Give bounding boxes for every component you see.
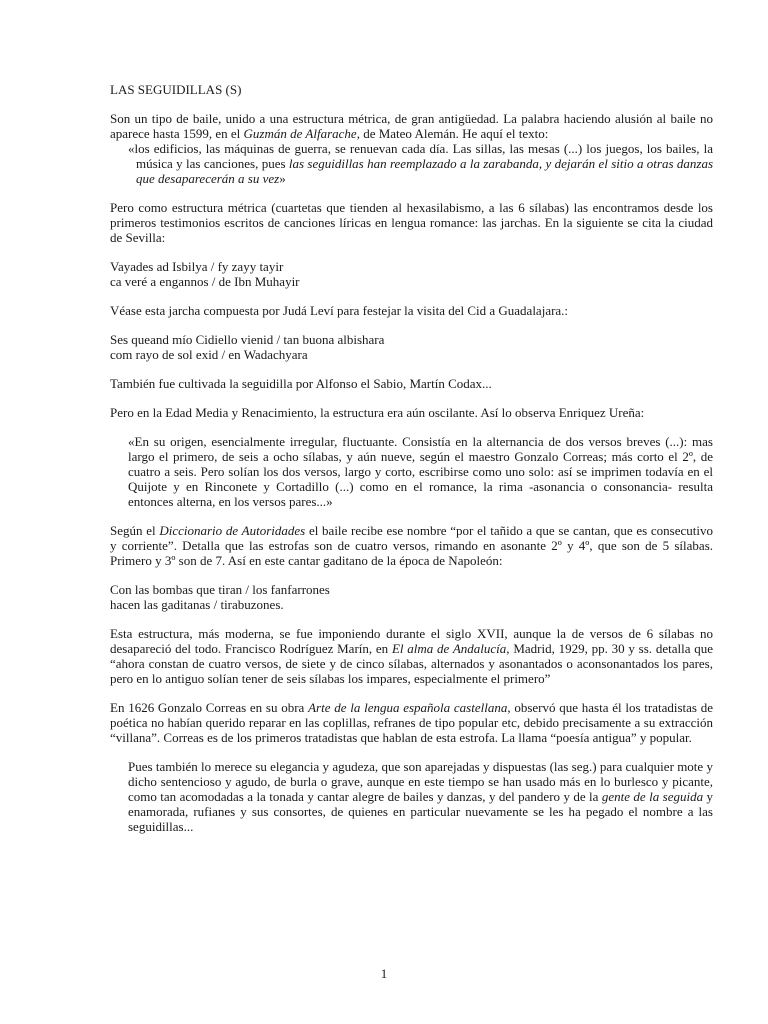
text-run: y enamorada, rufianes y sus consortes, de quienes en particular nuevamente se les ha pegado el nombre a las seguidillas... xyxy=(128,789,714,834)
quote-urena: «En su origen, esencialmente irregular, fluctuante. Consistía en la alternancia de dos versos breves (...): mas largo el primero, de seis a ocho sílabas, y aún nueve, según el maestro Gonzalo Correas; más corto el 2º, de cuatro a seis. Pero solían los dos versos, largo y corto, escribirse como uno solo: así se imprimen todavía en el Quijote y en Rinconete y Cortadillo (...) como en el romance, la rima -asonancia o consonancia- resulta entonces alterna, en los versos pares...» xyxy=(128,434,713,509)
verse-line: ca veré a engannos / de Ibn Muhayir xyxy=(110,274,300,289)
text-run: Según el xyxy=(110,523,160,538)
text-run: el baile recibe ese nombre “por el tañido a que se cantan, que es consecutivo y corriente”. Detalla que las estrofas son de cuatro versos, rimando en asonante 2º y 4º, que son de 5 sílabas. Primero y 3º son de 7. Así en este cantar gaditano de la época de Napoleón: xyxy=(110,523,714,568)
book-title-arte-lengua: Arte de la lengua española castellana xyxy=(308,700,508,715)
verse-line: Vayades ad Isbilya / fy zayy tayir xyxy=(110,259,284,274)
text-run: » xyxy=(279,171,286,186)
verse-line: Ses queand mío Cidiello vienid / tan buona albishara xyxy=(110,332,385,347)
document-page xyxy=(110,82,713,834)
quote-emphasis: las seguidillas han reemplazado a la zarabanda, y dejarán el sitio a otras danzas que desaparecerán a su vez xyxy=(136,156,713,186)
text-run: «los edificios, las máquinas de guerra, se renuevan cada día. Las sillas, las mesas (...) los juegos, los bailes, la música y las canciones, pues xyxy=(128,141,713,171)
verse-line: Con las bombas que tiran / los fanfarrones xyxy=(110,582,330,597)
quote-correas xyxy=(128,759,713,834)
verse-cid xyxy=(110,332,713,362)
text-run: Son un tipo de baile, unido a una estructura métrica, de gran antigüedad. La palabra haciendo alusión al baile no aparece hasta 1599, en el xyxy=(110,111,713,141)
text-run: Pues también lo merece su elegancia y agudeza, que son aparejadas y dispuestas (las seg.) para cualquier mote y dicho sentencioso y agudo, de burla o grave, aunque en este tiempo se han usado más en lo burlesco y picante, como tan acomodadas a la tonada y cantar alegre de bailes y danzas, y del pandero y de la xyxy=(128,759,713,804)
book-title-alma-andalucia: El alma de Andalucía xyxy=(391,641,507,656)
paragraph-siglo-xvii xyxy=(110,626,713,686)
verse-line: com rayo de sol exid / en Wadachyara xyxy=(110,347,308,362)
paragraph-juda-levi: Véase esta jarcha compuesta por Judá Leví para festejar la visita del Cid a Guadalajara.: xyxy=(110,303,569,318)
book-title-guzman: Guzmán de Alfarache xyxy=(243,126,357,141)
text-run: Esta estructura, más moderna, se fue imponiendo durante el siglo XVII, aunque la de versos de 6 sílabas no desapareció del todo. Francisco Rodríguez Marín, en xyxy=(110,626,713,656)
text-run: En 1626 Gonzalo Correas en su obra xyxy=(110,700,309,715)
text-run: , Madrid, 1929, pp. 30 y ss. detalla que “ahora constan de cuatro versos, de siete y de cinco sílabas, alternados y asonantados o aconsonantados los pares, pero en lo antiguo solían tener de seis sílabas los impares, especialmente el primero” xyxy=(110,641,713,686)
text-run: , de Mateo Alemán. He aquí el texto: xyxy=(356,126,549,141)
paragraph-correas xyxy=(110,700,713,745)
book-title-diccionario: Diccionario de Autoridades xyxy=(159,523,306,538)
document-title: LAS SEGUIDILLAS (S) xyxy=(110,82,242,97)
verse-gaditano xyxy=(110,582,713,612)
paragraph-jarchas: Pero como estructura métrica (cuartetas que tienden al hexasilabismo, a las 6 sílabas) las encontramos desde los primeros testimonios escritos de canciones líricas en lengua romance: las jarchas. En la siguiente se cita la ciudad de Sevilla: xyxy=(110,200,713,245)
quote-aleman xyxy=(128,141,713,186)
verse-line: hacen las gaditanas / tirabuzones. xyxy=(110,597,284,612)
paragraph-intro xyxy=(110,111,713,141)
quote-emphasis: gente de la seguida xyxy=(601,789,704,804)
paragraph-edad-media: Pero en la Edad Media y Renacimiento, la estructura era aún oscilante. Así lo observa Enriquez Ureña: xyxy=(110,405,645,420)
text-run: , observó que hasta él los tratadistas de poética no habían querido reparar en las coplillas, refranes de tipo popular etc, debido precisamente a su extracción “villana”. Correas es de los primeros tratadistas que hablan de esta estrofa. La llama “poesía antigua” y popular. xyxy=(110,700,713,745)
paragraph-alfonso: También fue cultivada la seguidilla por Alfonso el Sabio, Martín Codax... xyxy=(110,376,492,391)
verse-sevilla xyxy=(110,259,713,289)
paragraph-autoridades xyxy=(110,523,713,568)
page-number: 1 xyxy=(380,966,388,981)
